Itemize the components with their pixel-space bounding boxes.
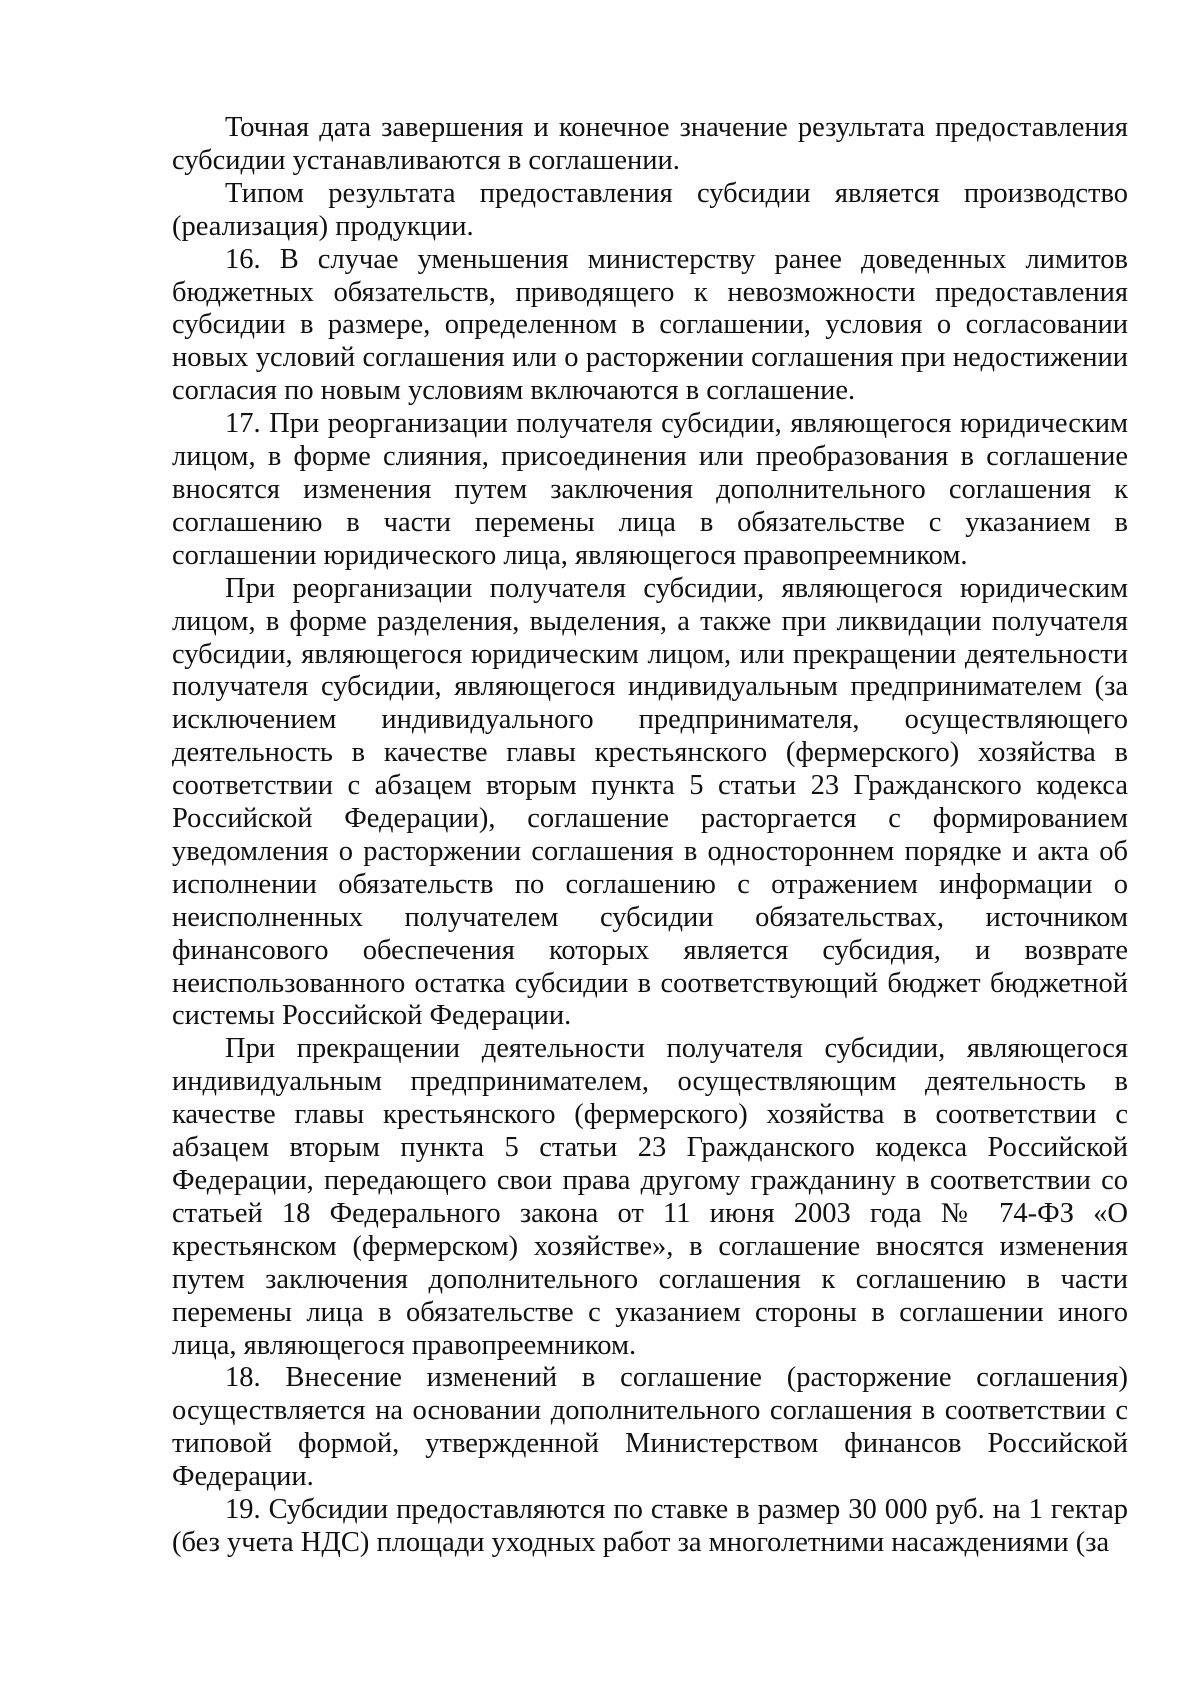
paragraph-19: 19. Субсидии предоставляются по ставке в размер 30 000 руб. на 1 гектар (без учета НДС) площади уходных работ за многолетними насаждениями (за (172, 1494, 1128, 1558)
paragraph-result-date: Точная дата завершения и конечное значение результата предоставления субсидии устанавливаются в соглашении. (172, 112, 1128, 176)
paragraph-result-type: Типом результата предоставления субсидии является производство (реализация) продукции. (172, 177, 1128, 242)
paragraph-reorganization-division: При реорганизации получателя субсидии, являющегося юридическим лицом, в форме разделения, выделения, а также при ликвидации получателя субсидии, являющегося юридическим лицом, или прекращении деятельности получателя субсидии, являющегося индивидуальным предпринимателем (за исключением индивидуального предпринимателя, осуществляющего деятельность в качестве главы крестьянского (фермерского) хозяйства в соответствии с абзацем вторым пункта 5 статьи 23 Гражданского кодекса Российской Федерации), соглашение расторгается с формированием уведомления о расторжении соглашения в одностороннем порядке и акта об исполнении обязательств по соглашению с отражением информации о неисполненных получателем субсидии обязательствах, источником финансового обеспечения которых является субсидия, и возврате неиспользованного остатка субсидии в соответствующий бюджет бюджетной системы Российской Федерации. (172, 572, 1128, 1032)
document-body (172, 112, 1128, 1560)
paragraph-18: 18. Внесение изменений в соглашение (расторжение соглашения) осуществляется на основании дополнительного соглашения в соответствии с типовой формой, утвержденной Министерством финансов Российской Федерации. (172, 1362, 1128, 1493)
paragraph-17: 17. При реорганизации получателя субсидии, являющегося юридическим лицом, в форме слияния, присоединения или преобразования в соглашение вносятся изменения путем заключения дополнительного соглашения к соглашению в части перемены лица в обязательстве с указанием в соглашении юридического лица, являющегося правопреемником. (172, 408, 1128, 571)
paragraph-termination-farmer: При прекращении деятельности получателя субсидии, являющегося индивидуальным предпринимателем, осуществляющим деятельность в качестве главы крестьянского (фермерского) хозяйства в соответствии с абзацем вторым пункта 5 статьи 23 Гражданского кодекса Российской Федерации, передающего свои права другому гражданину в соответствии со статьей 18 Федерального закона от 11 июня 2003 года № 74-ФЗ «О крестьянском (фермерском) хозяйстве», в соглашение вносятся изменения путем заключения дополнительного соглашения к соглашению в части перемены лица в обязательстве с указанием стороны в соглашении иного лица, являющегося правопреемником. (172, 1033, 1128, 1361)
paragraph-16: 16. В случае уменьшения министерству ранее доведенных лимитов бюджетных обязательств, приводящего к невозможности предоставления субсидии в размере, определенном в соглашении, условия о согласовании новых условий соглашения или о расторжении соглашения при недостижении согласия по новым условиям включаются в соглашение. (172, 243, 1128, 407)
